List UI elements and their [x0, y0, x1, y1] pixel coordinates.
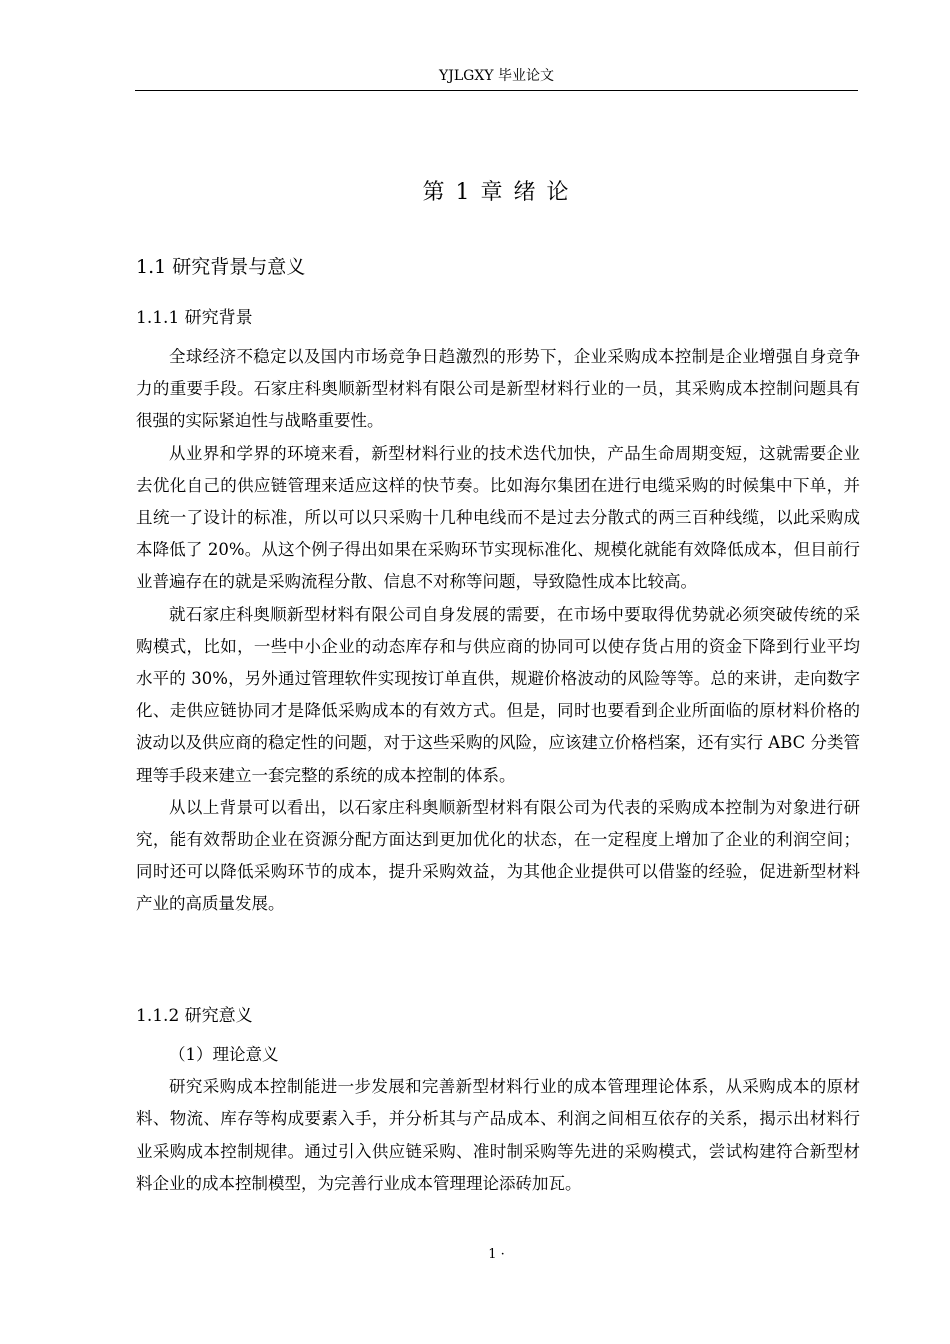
- paragraph: 就石家庄科奥顺新型材料有限公司自身发展的需要，在市场中要取得优势就必须突破传统的采购模式，比如，一些中小企业的动态库存和与供应商的协同可以使存货占用的资金下降到行业平均水平的 30%，另外通过管理软件实现按订单直供，规避价格波动的风险等等。总的来讲，走向数字化、走供应链协同才是降低采购成本的有效方式。但是，同时也要看到企业所面临的原材料价格的波动以及供应商的稳定性的问题，对于这些采购的风险，应该建立价格档案，还有实行 ABC 分类管理等手段来建立一套完整的系统的成本控制的体系。: [136, 604, 860, 785]
- section-title: 1.1 研究背景与意义: [136, 256, 306, 278]
- paragraph: 从以上背景可以看出，以石家庄科奥顺新型材料有限公司为代表的采购成本控制为对象进行研究，能有效帮助企业在资源分配方面达到更加优化的状态，在一定程度上增加了企业的利润空间；同时还可以降低采购环节的成本，提升采购效益，为其他企业提供可以借鉴的经验，促进新型材料产业的高质量发展。: [136, 797, 860, 914]
- running-header: YJLGXY 毕业论文: [439, 68, 554, 84]
- page-number: 1 ·: [488, 1247, 505, 1262]
- chapter-title: 第 1 章 绪 论: [422, 180, 571, 205]
- paragraph: 研究采购成本控制能进一步发展和完善新型材料行业的成本管理理论体系，从采购成本的原材料、物流、库存等构成要素入手，并分析其与产品成本、利润之间相互依存的关系，揭示出材料行业采购成本控制规律。通过引入供应链采购、准时制采购等先进的采购模式，尝试构建符合新型材料企业的成本控制模型，为完善行业成本管理理论添砖加瓦。: [136, 1077, 860, 1193]
- subsection-title-significance: 1.1.2 研究意义: [136, 1006, 253, 1026]
- paragraph: 全球经济不稳定以及国内市场竞争日趋激烈的形势下，企业采购成本控制是企业增强自身竞争力的重要手段。石家庄科奥顺新型材料有限公司是新型材料行业的一员，其采购成本控制问题具有很强的实际紧迫性与战略重要性。: [136, 347, 860, 431]
- subsection-title-background: 1.1.1 研究背景: [136, 308, 253, 328]
- significance-text-block: [136, 1039, 860, 1200]
- item-heading: （1）理论意义: [169, 1045, 279, 1064]
- header-divider: [135, 90, 858, 91]
- paragraph: 从业界和学界的环境来看，新型材料行业的技术迭代加快，产品生命周期变短，这就需要企业去优化自己的供应链管理来适应这样的快节奏。比如海尔集团在进行电缆采购的时候集中下单，并且统一了设计的标准，所以可以只采购十几种电线而不是过去分散式的两三百种线缆，以此采购成本降低了 20%。从这个例子得出如果在采购环节实现标准化、规模化就能有效降低成本，但目前行业普遍存在的就是采购流程分散、信息不对称等问题，导致隐性成本比较高。: [136, 443, 860, 592]
- background-text-block: [136, 341, 860, 921]
